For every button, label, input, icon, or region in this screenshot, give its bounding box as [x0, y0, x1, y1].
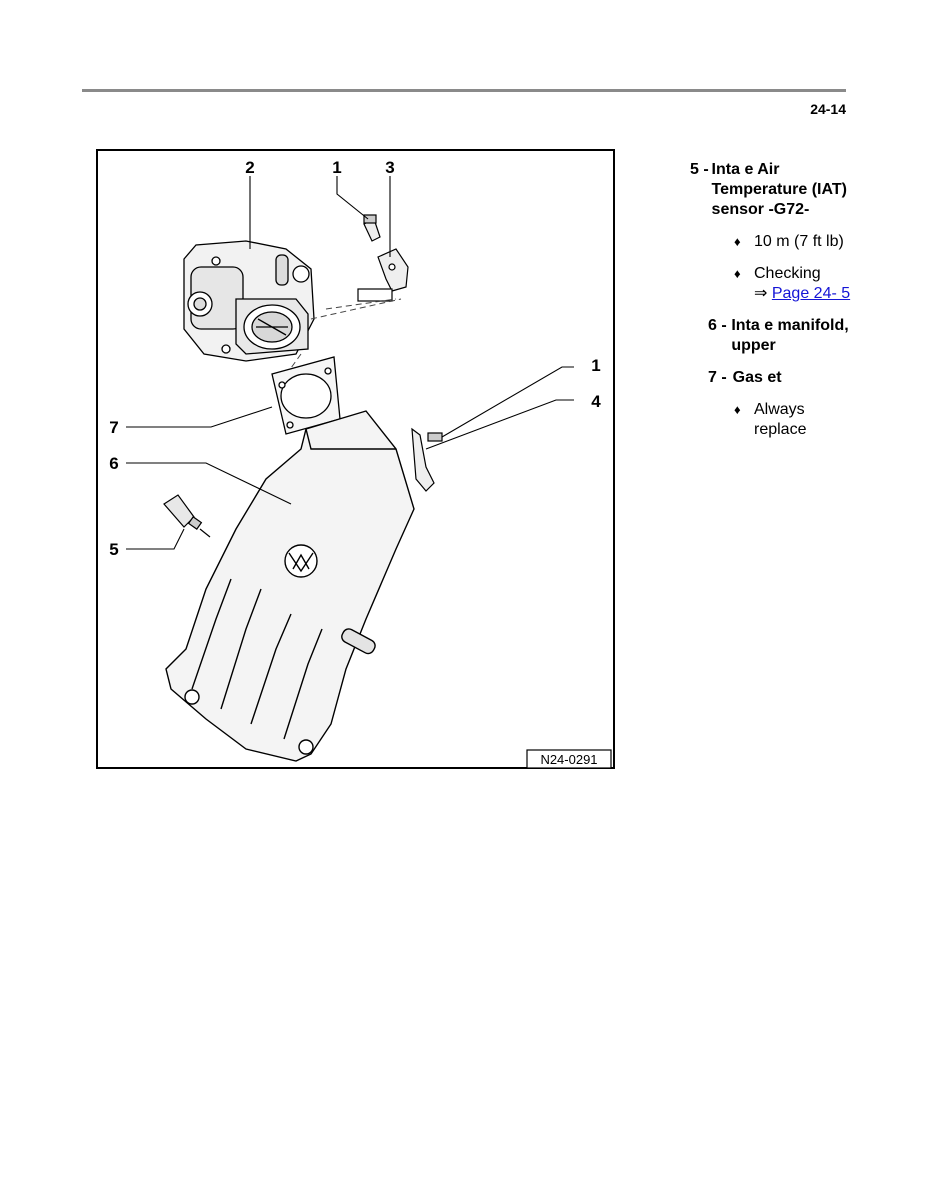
- header-rule: [82, 89, 846, 92]
- legend-item-number: 7 -: [708, 369, 727, 386]
- callout-5: 5: [109, 540, 119, 559]
- bullet-text: Checking: [754, 265, 821, 282]
- legend-item-6: [690, 316, 860, 356]
- legend-bullet: [734, 400, 860, 440]
- parts-legend: [690, 160, 860, 440]
- legend-bullet: [734, 232, 860, 252]
- legend-bullet: [734, 264, 860, 304]
- exploded-view-figure: [96, 149, 615, 769]
- callout-1-right: 1: [591, 356, 601, 375]
- callout-2: 2: [245, 158, 255, 177]
- diamond-bullet-icon: ♦: [734, 266, 741, 281]
- legend-item-5: [690, 160, 860, 304]
- legend-item-title: Inta e manifold, upper: [731, 317, 849, 354]
- page-number: 24-14: [810, 101, 846, 117]
- legend-item-number: 5 -: [690, 161, 709, 178]
- arrow-right-icon: ⇒: [754, 285, 768, 302]
- callout-6: 6: [109, 454, 119, 473]
- bullet-text: Always replace: [754, 401, 807, 438]
- diamond-bullet-icon: ♦: [734, 402, 741, 417]
- figure-id: N24-0291: [540, 752, 598, 767]
- torque-spec: 10 m (7 ft lb): [754, 233, 844, 250]
- legend-item-title: Inta e Air Temperature (IAT) sensor -G72-: [711, 161, 847, 218]
- callout-4: 4: [591, 392, 601, 411]
- intake-manifold-illustration: [96, 149, 615, 769]
- callout-1-top: 1: [332, 158, 342, 177]
- throttle-body: [184, 241, 314, 361]
- legend-item-title: Gas et: [732, 369, 782, 386]
- diamond-bullet-icon: ♦: [734, 234, 741, 249]
- callout-3: 3: [385, 158, 395, 177]
- legend-item-number: 6 -: [708, 317, 727, 334]
- legend-item-7: [690, 368, 860, 440]
- callout-7: 7: [109, 418, 119, 437]
- page-reference-link[interactable]: Page 24- 5: [771, 285, 851, 302]
